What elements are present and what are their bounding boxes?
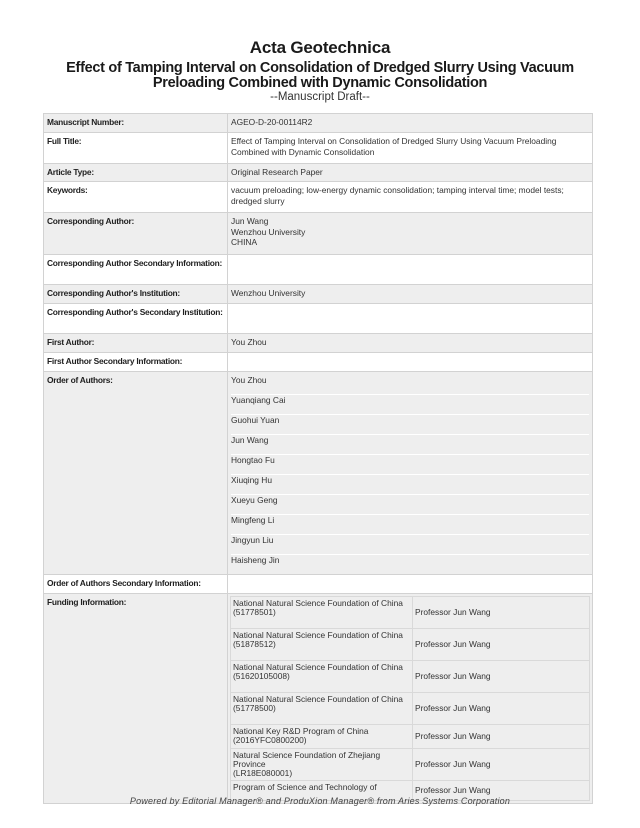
row-order-of-authors-secondary <box>44 575 593 594</box>
field-label: Corresponding Author's Institution: <box>44 285 228 304</box>
row-full-title <box>44 133 593 164</box>
field-label: Manuscript Number: <box>44 114 228 133</box>
funding-grant: (2016YFC0800200) <box>233 735 307 745</box>
draft-label: --Manuscript Draft-- <box>270 91 370 103</box>
author-name: Xueyu Geng <box>231 494 589 514</box>
row-article-type <box>44 164 593 182</box>
funding-recipient: Professor Jun Wang <box>413 597 590 629</box>
row-corresponding-author-secondary <box>44 255 593 285</box>
author-name: Yuanqiang Cai <box>231 394 589 414</box>
field-label: Funding Information: <box>44 594 228 804</box>
funding-recipient: Professor Jun Wang <box>413 725 590 749</box>
funding-grant: (LR18E080001) <box>233 768 293 778</box>
field-label: First Author Secondary Information: <box>44 353 228 372</box>
funding-source-cell <box>231 629 413 661</box>
field-value <box>228 304 593 334</box>
funding-source: National Natural Science Foundation of China <box>233 630 403 640</box>
manuscript-title: Effect of Tamping Interval on Consolidation of Dredged Slurry Using Vacuum Preloading Combined with Dynamic Consolidation <box>66 60 574 91</box>
funding-recipient: Professor Jun Wang <box>413 781 590 801</box>
field-label: Article Type: <box>44 164 228 182</box>
funding-table <box>230 596 590 801</box>
row-funding-information <box>44 594 593 804</box>
field-label: Keywords: <box>44 182 228 213</box>
field-value: Wenzhou University <box>228 285 593 304</box>
row-first-author-secondary <box>44 353 593 372</box>
manuscript-info-table <box>43 113 593 804</box>
field-label: Corresponding Author: <box>44 213 228 255</box>
funding-source: National Natural Science Foundation of China <box>233 662 403 672</box>
field-label: Order of Authors: <box>44 372 228 575</box>
author-name: Jun Wang <box>231 434 589 454</box>
field-label: Full Title: <box>44 133 228 164</box>
funding-grant: (51878512) <box>233 639 276 649</box>
funding-row <box>231 597 590 629</box>
corresponding-author-name: Jun Wang <box>231 216 269 226</box>
author-name: Hongtao Fu <box>231 454 589 474</box>
funding-recipient: Professor Jun Wang <box>413 693 590 725</box>
author-name: Xiuqing Hu <box>231 474 589 494</box>
funding-recipient: Professor Jun Wang <box>413 661 590 693</box>
field-value <box>228 575 593 594</box>
corresponding-author-affiliation: Wenzhou University <box>231 226 306 237</box>
funding-row <box>231 661 590 693</box>
field-value <box>228 353 593 372</box>
funding-source: National Key R&D Program of China <box>233 726 369 736</box>
author-name: Jingyun Liu <box>231 534 589 554</box>
field-value: You Zhou <box>228 334 593 353</box>
row-corresponding-author <box>44 213 593 255</box>
funding-source-cell <box>231 749 413 781</box>
field-value: Effect of Tamping Interval on Consolidation of Dredged Slurry Using Vacuum Preloading Combined with Dynamic Consolidation <box>228 133 593 164</box>
row-first-author <box>44 334 593 353</box>
funding-grant: (51778501) <box>233 607 276 617</box>
author-name: You Zhou <box>231 375 267 385</box>
funding-source: Natural Science Foundation of Zhejiang Province <box>233 750 381 769</box>
funding-source-cell <box>231 725 413 749</box>
funding-grant: (51778500) <box>233 703 276 713</box>
funding-source: National Natural Science Foundation of China <box>233 694 403 704</box>
funding-source: National Natural Science Foundation of China <box>233 598 403 608</box>
field-value <box>228 213 593 255</box>
funding-row <box>231 693 590 725</box>
row-keywords <box>44 182 593 213</box>
author-name: Mingfeng Li <box>231 514 589 534</box>
funding-grant: (51620105008) <box>233 671 290 681</box>
funding-row <box>231 629 590 661</box>
journal-name: Acta Geotechnica <box>249 38 391 57</box>
field-value: vacuum preloading; low-energy dynamic consolidation; tamping interval time; model tests; dredged slurry <box>228 182 593 213</box>
corresponding-author-country: CHINA <box>231 237 258 247</box>
page-footer: Powered by Editorial Manager® and ProduXion Manager® from Aries Systems Corporation <box>129 796 511 806</box>
row-manuscript-number <box>44 114 593 133</box>
author-list <box>228 372 593 575</box>
funding-source: Program of Science and Technology of <box>233 782 377 792</box>
row-order-of-authors <box>44 372 593 575</box>
row-corresponding-secondary-institution <box>44 304 593 334</box>
funding-recipient: Professor Jun Wang <box>413 629 590 661</box>
funding-source-cell <box>231 693 413 725</box>
field-label: Corresponding Author Secondary Information: <box>44 255 228 285</box>
field-label: First Author: <box>44 334 228 353</box>
field-value <box>228 255 593 285</box>
field-value: AGEO-D-20-00114R2 <box>228 114 593 133</box>
row-corresponding-institution <box>44 285 593 304</box>
funding-row <box>231 749 590 781</box>
funding-source-cell <box>231 661 413 693</box>
funding-list <box>228 594 593 804</box>
funding-source-cell <box>231 597 413 629</box>
author-name: Haisheng Jin <box>231 554 589 574</box>
field-label: Corresponding Author's Secondary Institution: <box>44 304 228 334</box>
funding-row <box>231 725 590 749</box>
field-label: Order of Authors Secondary Information: <box>44 575 228 594</box>
funding-recipient: Professor Jun Wang <box>413 749 590 781</box>
author-name: Guohui Yuan <box>231 414 589 434</box>
field-value: Original Research Paper <box>228 164 593 182</box>
